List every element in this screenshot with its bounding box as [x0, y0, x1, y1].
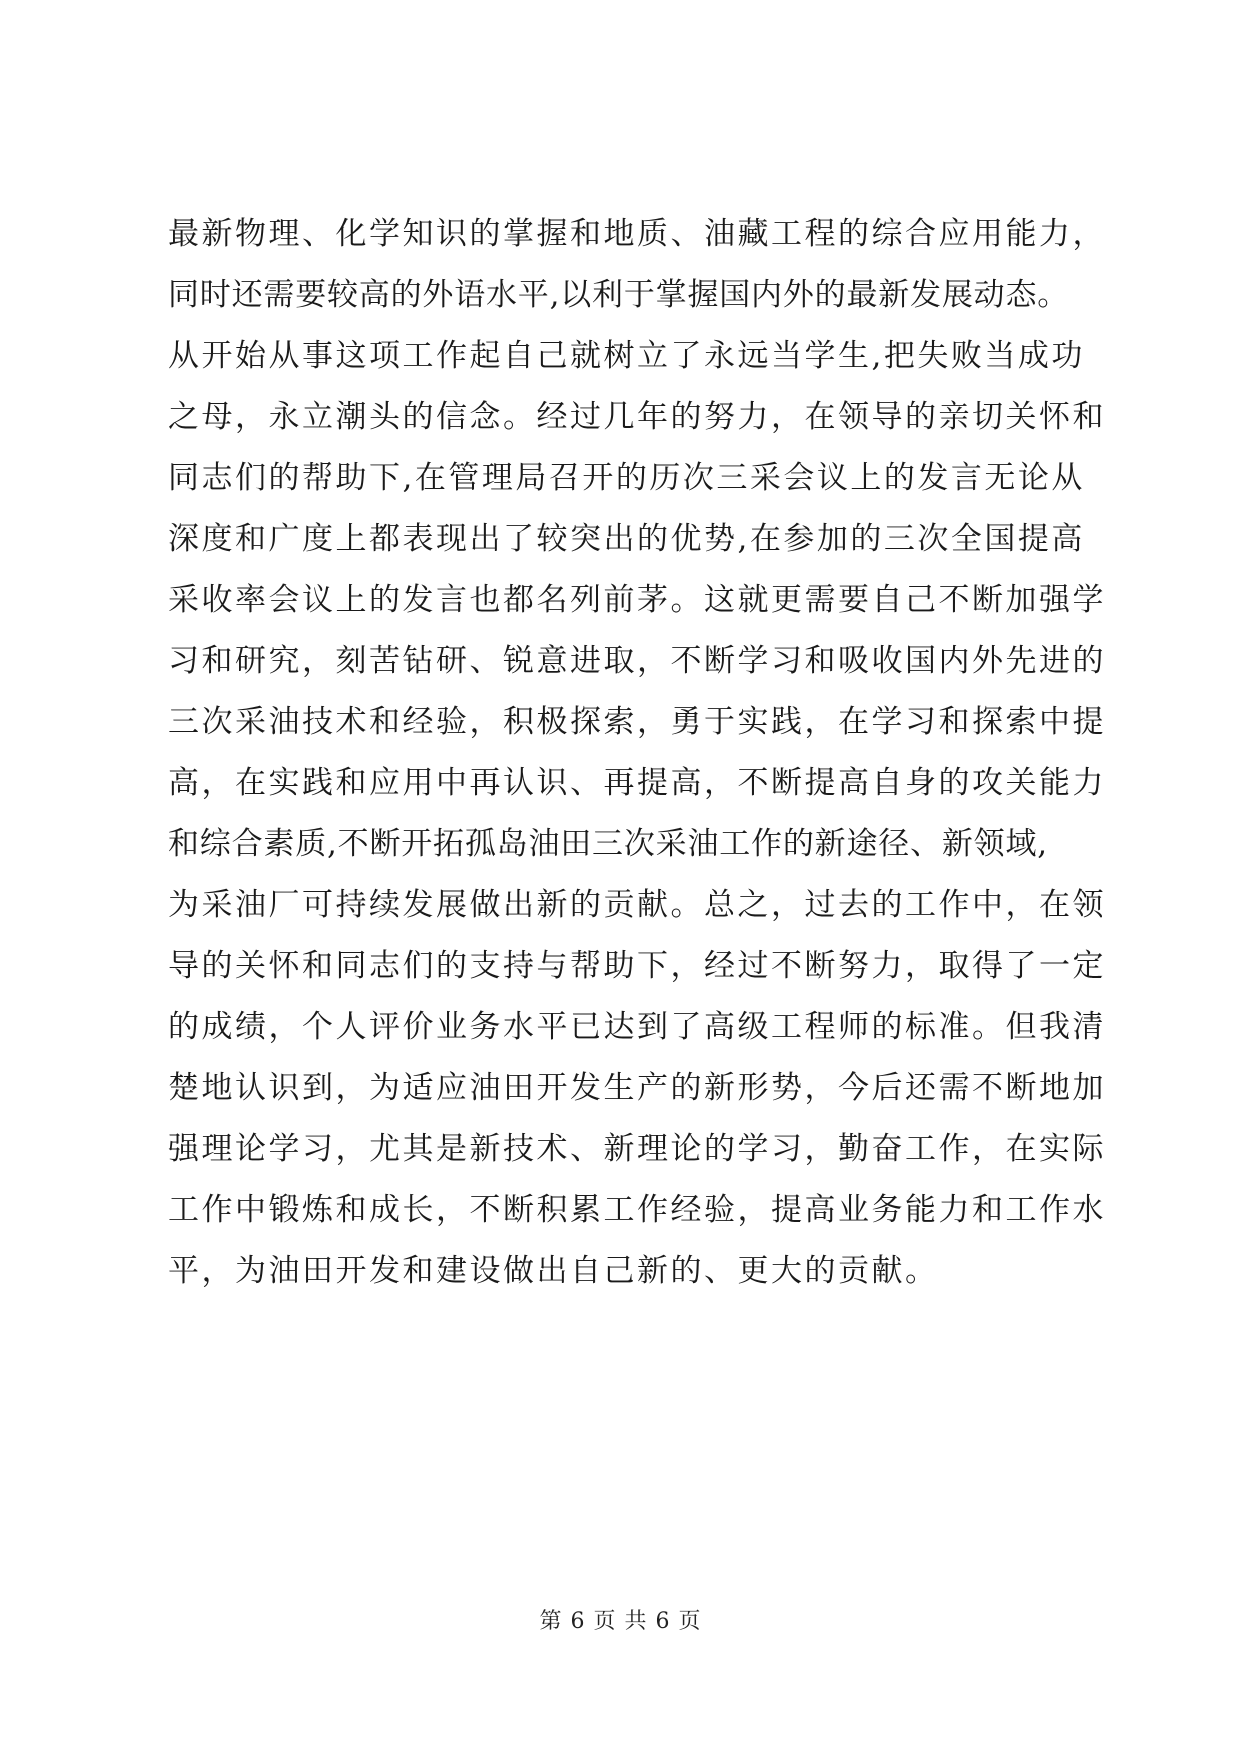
text-line: 深度和广度上都表现出了较突出的优势,在参加的三次全国提高 [168, 521, 1085, 557]
text-line: 之母，永立潮头的信念。经过几年的努力，在领导的亲切关怀和 [168, 399, 1106, 435]
text-line: 工作中锻炼和成长，不断积累工作经验，提高业务能力和工作水 [168, 1192, 1106, 1228]
text-line: 从开始从事这项工作起自己就树立了永远当学生,把失败当成功 [168, 338, 1085, 374]
text-line: 高，在实践和应用中再认识、再提高，不断提高自身的攻关能力 [168, 765, 1106, 801]
text-line: 楚地认识到，为适应油田开发生产的新形势，今后还需不断地加 [168, 1070, 1106, 1106]
text-line: 同志们的帮助下,在管理局召开的历次三采会议上的发言无论从 [168, 460, 1085, 496]
page-number: 第 6 页 共 6 页 [539, 1609, 702, 1634]
text-line: 习和研究，刻苦钻研、锐意进取，不断学习和吸收国内外先进的 [168, 643, 1106, 679]
text-line: 的成绩，个人评价业务水平已达到了高级工程师的标准。但我清 [168, 1009, 1106, 1045]
text-line: 强理论学习，尤其是新技术、新理论的学习，勤奋工作，在实际 [168, 1131, 1106, 1167]
text-line: 同时还需要较高的外语水平,以利于掌握国内外的最新发展动态。 [168, 277, 1070, 313]
text-line: 和综合素质,不断开拓孤岛油田三次采油工作的新途径、新领域, [168, 826, 1048, 862]
page-footer [0, 1604, 1241, 1635]
text-line: 导的关怀和同志们的支持与帮助下，经过不断努力，取得了一定 [168, 948, 1106, 984]
text-line: 采收率会议上的发言也都名列前茅。这就更需要自己不断加强学 [168, 582, 1106, 618]
text-line: 为采油厂可持续发展做出新的贡献。总之，过去的工作中，在领 [168, 887, 1106, 923]
body-paragraph [168, 204, 1128, 1302]
text-line: 平，为油田开发和建设做出自己新的、更大的贡献。 [168, 1253, 939, 1289]
text-line: 最新物理、化学知识的掌握和地质、油藏工程的综合应用能力， [168, 216, 1106, 252]
text-line: 三次采油技术和经验，积极探索，勇于实践，在学习和探索中提 [168, 704, 1106, 740]
